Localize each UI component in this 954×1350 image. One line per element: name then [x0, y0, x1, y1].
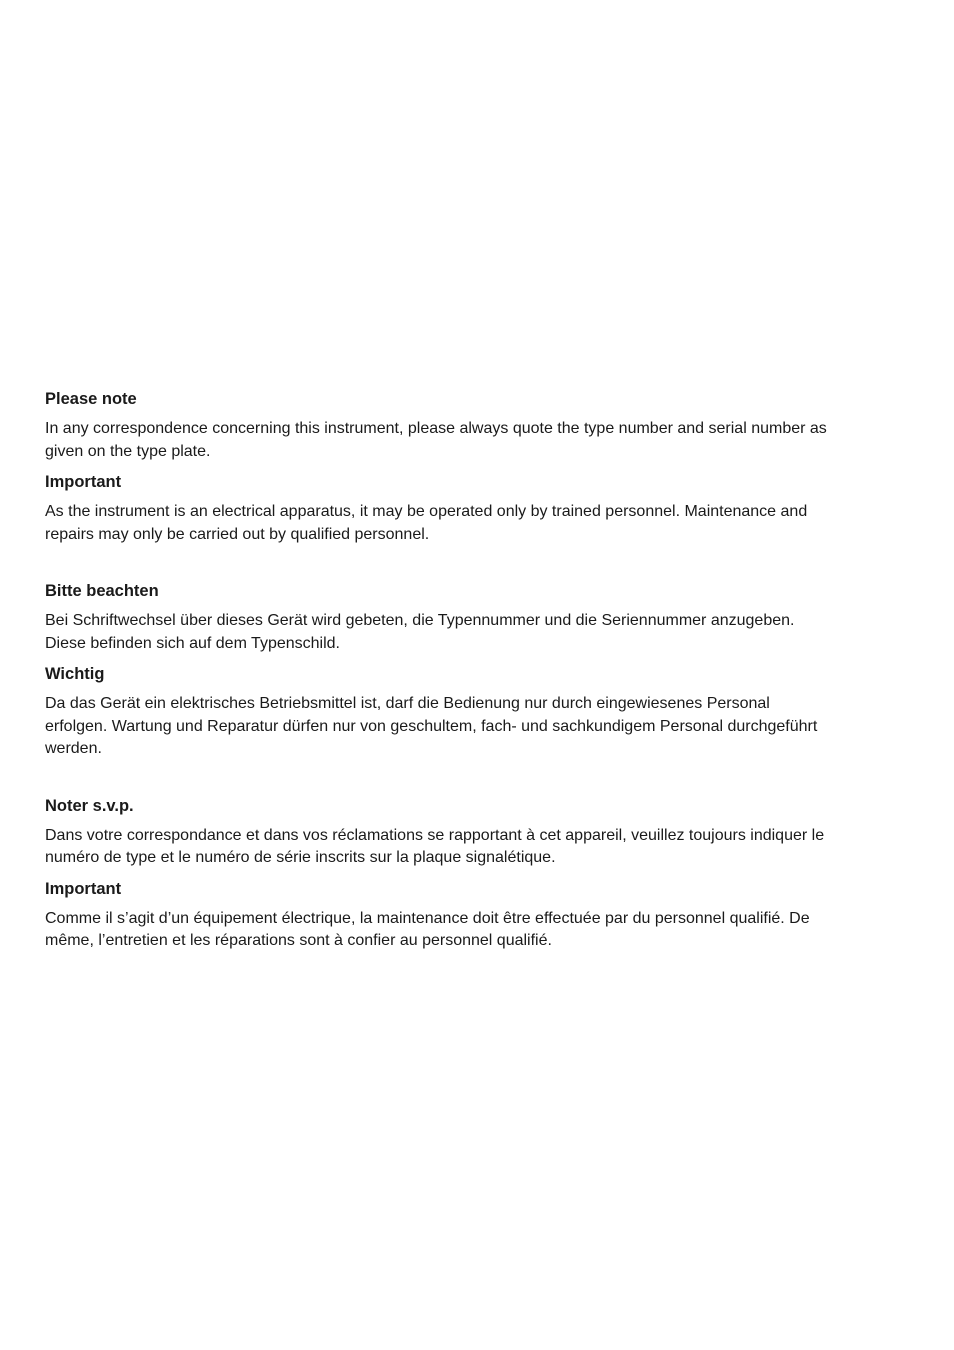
section-english [45, 388, 835, 546]
important-text-fr: Comme il s’agit d’un équipement électrique, la maintenance doit être effectuée par du personnel qualifié. De même, l’entretien et les réparations sont à confier au personnel qualifié. [45, 909, 810, 949]
important-text-de: Da das Gerät ein elektrisches Betriebsmittel ist, darf die Bedienung nur durch eingewiesenes Personal erfolgen. Wartung und Reparatur dürfen nur von geschultem, fach- und sachkundigem Personal durchgeführt werden. [45, 695, 818, 757]
important-heading-fr: Important [45, 879, 122, 898]
note-heading-fr: Noter s.v.p. [45, 796, 134, 815]
important-text-en: As the instrument is an electrical apparatus, it may be operated only by trained personnel. Maintenance and repairs may only be carried out by qualified personnel. [45, 503, 808, 543]
important-heading-en: Important [45, 473, 122, 491]
note-text-fr: Dans votre correspondance et dans vos réclamations se rapportant à cet appareil, veuillez toujours indiquer le numéro de type et le numéro de série inscrits sur la plaque signalétique. [45, 826, 825, 866]
note-heading-en: Please note [45, 390, 137, 408]
important-heading-de: Wichtig [45, 665, 105, 683]
section-french [45, 795, 835, 953]
note-text-en: In any correspondence concerning this instrument, please always quote the type number and serial number as given on the type plate. [45, 420, 827, 460]
note-text-de: Bei Schriftwechsel über dieses Gerät wird gebeten, die Typennummer und die Seriennummer anzugeben. Diese befinden sich auf dem Typenschild. [45, 612, 795, 652]
note-heading-de: Bitte beachten [45, 582, 159, 600]
document-page [45, 388, 835, 961]
section-german [45, 580, 835, 761]
